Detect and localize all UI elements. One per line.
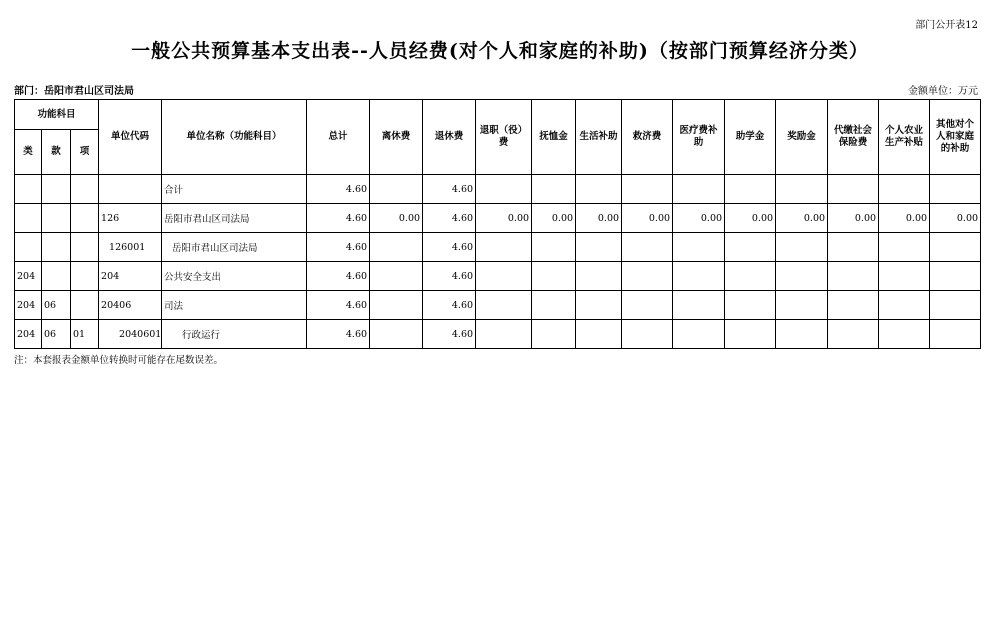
cell-amount	[879, 262, 930, 291]
cell-xiang	[71, 233, 99, 262]
cell-kuan: 06	[42, 291, 71, 320]
cell-amount	[576, 262, 622, 291]
footnote: 注：本套报表金额单位转换时可能存在尾数误差。	[14, 355, 224, 366]
cell-amount	[776, 175, 828, 204]
header-column: 退休费	[423, 100, 476, 175]
cell-xiang	[71, 291, 99, 320]
cell-amount: 0.00	[673, 204, 725, 233]
cell-lei: 204	[15, 262, 42, 291]
cell-amount: 4.60	[423, 175, 476, 204]
cell-amount	[532, 320, 576, 349]
cell-amount	[622, 175, 673, 204]
cell-amount	[576, 175, 622, 204]
cell-amount	[930, 291, 981, 320]
cell-amount	[476, 233, 532, 262]
table-row	[15, 320, 981, 349]
header-column: 总计	[307, 100, 370, 175]
cell-amount	[532, 291, 576, 320]
table-row	[15, 291, 981, 320]
cell-amount: 4.60	[423, 262, 476, 291]
cell-amount	[776, 320, 828, 349]
cell-amount	[725, 291, 776, 320]
header-column: 抚恤金	[532, 100, 576, 175]
cell-amount: 4.60	[307, 262, 370, 291]
cell-amount	[476, 320, 532, 349]
cell-amount	[930, 320, 981, 349]
cell-unit-name: 公共安全支出	[162, 262, 307, 291]
cell-amount	[930, 262, 981, 291]
header-column: 助学金	[725, 100, 776, 175]
cell-lei	[15, 175, 42, 204]
header-func-subject: 功能科目	[15, 100, 99, 130]
header-unit-name: 单位名称（功能科目）	[162, 100, 307, 175]
cell-amount: 4.60	[307, 320, 370, 349]
cell-kuan	[42, 175, 71, 204]
cell-amount	[476, 262, 532, 291]
header-column: 生活补助	[576, 100, 622, 175]
cell-amount	[879, 291, 930, 320]
cell-amount	[476, 175, 532, 204]
cell-amount: 0.00	[576, 204, 622, 233]
cell-unit-name: 司法	[162, 291, 307, 320]
cell-amount	[532, 175, 576, 204]
cell-amount	[673, 291, 725, 320]
cell-unit-name: 岳阳市君山区司法局	[162, 204, 307, 233]
cell-unit-code	[99, 175, 162, 204]
cell-amount: 0.00	[622, 204, 673, 233]
cell-lei	[15, 233, 42, 262]
cell-amount	[622, 320, 673, 349]
cell-amount	[370, 320, 423, 349]
cell-unit-code: 20406	[99, 291, 162, 320]
cell-amount: 4.60	[423, 291, 476, 320]
header-column: 其他对个人和家庭的补助	[930, 100, 981, 175]
cell-kuan	[42, 262, 71, 291]
header-lei: 类	[15, 130, 42, 175]
cell-lei	[15, 204, 42, 233]
cell-amount	[879, 233, 930, 262]
cell-amount	[776, 291, 828, 320]
cell-amount	[673, 262, 725, 291]
cell-xiang: 01	[71, 320, 99, 349]
cell-amount	[776, 262, 828, 291]
cell-unit-code: 2040601	[99, 320, 162, 349]
cell-unit-code: 126	[99, 204, 162, 233]
header-column: 医疗费补助	[673, 100, 725, 175]
cell-amount: 4.60	[423, 320, 476, 349]
header-column: 救济费	[622, 100, 673, 175]
cell-amount	[476, 291, 532, 320]
cell-kuan	[42, 233, 71, 262]
table-row	[15, 175, 981, 204]
header-column: 个人农业生产补贴	[879, 100, 930, 175]
cell-amount	[673, 175, 725, 204]
cell-lei: 204	[15, 291, 42, 320]
cell-amount	[930, 175, 981, 204]
cell-amount	[828, 291, 879, 320]
table-row	[15, 204, 981, 233]
cell-amount	[725, 320, 776, 349]
header-unit-code: 单位代码	[99, 100, 162, 175]
cell-amount: 0.00	[370, 204, 423, 233]
cell-amount	[576, 233, 622, 262]
cell-amount: 0.00	[776, 204, 828, 233]
header-column: 离休费	[370, 100, 423, 175]
expenditure-table	[14, 99, 981, 349]
cell-amount	[532, 262, 576, 291]
cell-amount	[370, 262, 423, 291]
cell-amount	[622, 233, 673, 262]
cell-amount	[576, 291, 622, 320]
cell-amount	[725, 175, 776, 204]
header-column: 奖励金	[776, 100, 828, 175]
cell-amount: 0.00	[725, 204, 776, 233]
header-kuan: 款	[42, 130, 71, 175]
cell-amount	[370, 291, 423, 320]
cell-amount: 0.00	[828, 204, 879, 233]
header-column: 代缴社会保险费	[828, 100, 879, 175]
cell-amount	[576, 320, 622, 349]
cell-amount: 4.60	[423, 233, 476, 262]
cell-amount: 4.60	[307, 233, 370, 262]
cell-kuan: 06	[42, 320, 71, 349]
cell-amount	[828, 175, 879, 204]
header-column: 退职（役）费	[476, 100, 532, 175]
cell-amount: 0.00	[532, 204, 576, 233]
cell-amount	[725, 262, 776, 291]
cell-amount: 4.60	[307, 175, 370, 204]
cell-amount	[725, 233, 776, 262]
amount-unit-label: 金额单位：万元	[908, 86, 978, 97]
cell-amount: 4.60	[307, 204, 370, 233]
table-body	[15, 175, 981, 349]
cell-xiang	[71, 175, 99, 204]
cell-amount	[828, 320, 879, 349]
header-xiang: 项	[71, 130, 99, 175]
page-title: 一般公共预算基本支出表--人员经费(对个人和家庭的补助)（按部门预算经济分类）	[131, 40, 869, 62]
cell-amount	[930, 233, 981, 262]
cell-amount: 0.00	[879, 204, 930, 233]
cell-amount: 4.60	[307, 291, 370, 320]
cell-amount	[879, 320, 930, 349]
cell-unit-code: 204	[99, 262, 162, 291]
cell-amount	[370, 233, 423, 262]
cell-amount: 0.00	[930, 204, 981, 233]
cell-unit-name: 岳阳市君山区司法局	[162, 233, 307, 262]
cell-lei: 204	[15, 320, 42, 349]
department-label: 部门：岳阳市君山区司法局	[14, 86, 134, 97]
cell-amount	[673, 233, 725, 262]
cell-unit-name: 行政运行	[162, 320, 307, 349]
cell-amount	[879, 175, 930, 204]
cell-amount	[622, 291, 673, 320]
cell-unit-code: 126001	[99, 233, 162, 262]
cell-amount	[828, 233, 879, 262]
cell-kuan	[42, 204, 71, 233]
cell-amount	[673, 320, 725, 349]
table-row	[15, 262, 981, 291]
cell-xiang	[71, 204, 99, 233]
cell-amount	[622, 262, 673, 291]
cell-amount: 0.00	[476, 204, 532, 233]
table-row	[15, 233, 981, 262]
cell-amount	[370, 175, 423, 204]
cell-unit-name: 合计	[162, 175, 307, 204]
cell-amount	[776, 233, 828, 262]
form-number: 部门公开表12	[915, 20, 978, 31]
cell-amount	[532, 233, 576, 262]
cell-xiang	[71, 262, 99, 291]
cell-amount: 4.60	[423, 204, 476, 233]
cell-amount	[828, 262, 879, 291]
